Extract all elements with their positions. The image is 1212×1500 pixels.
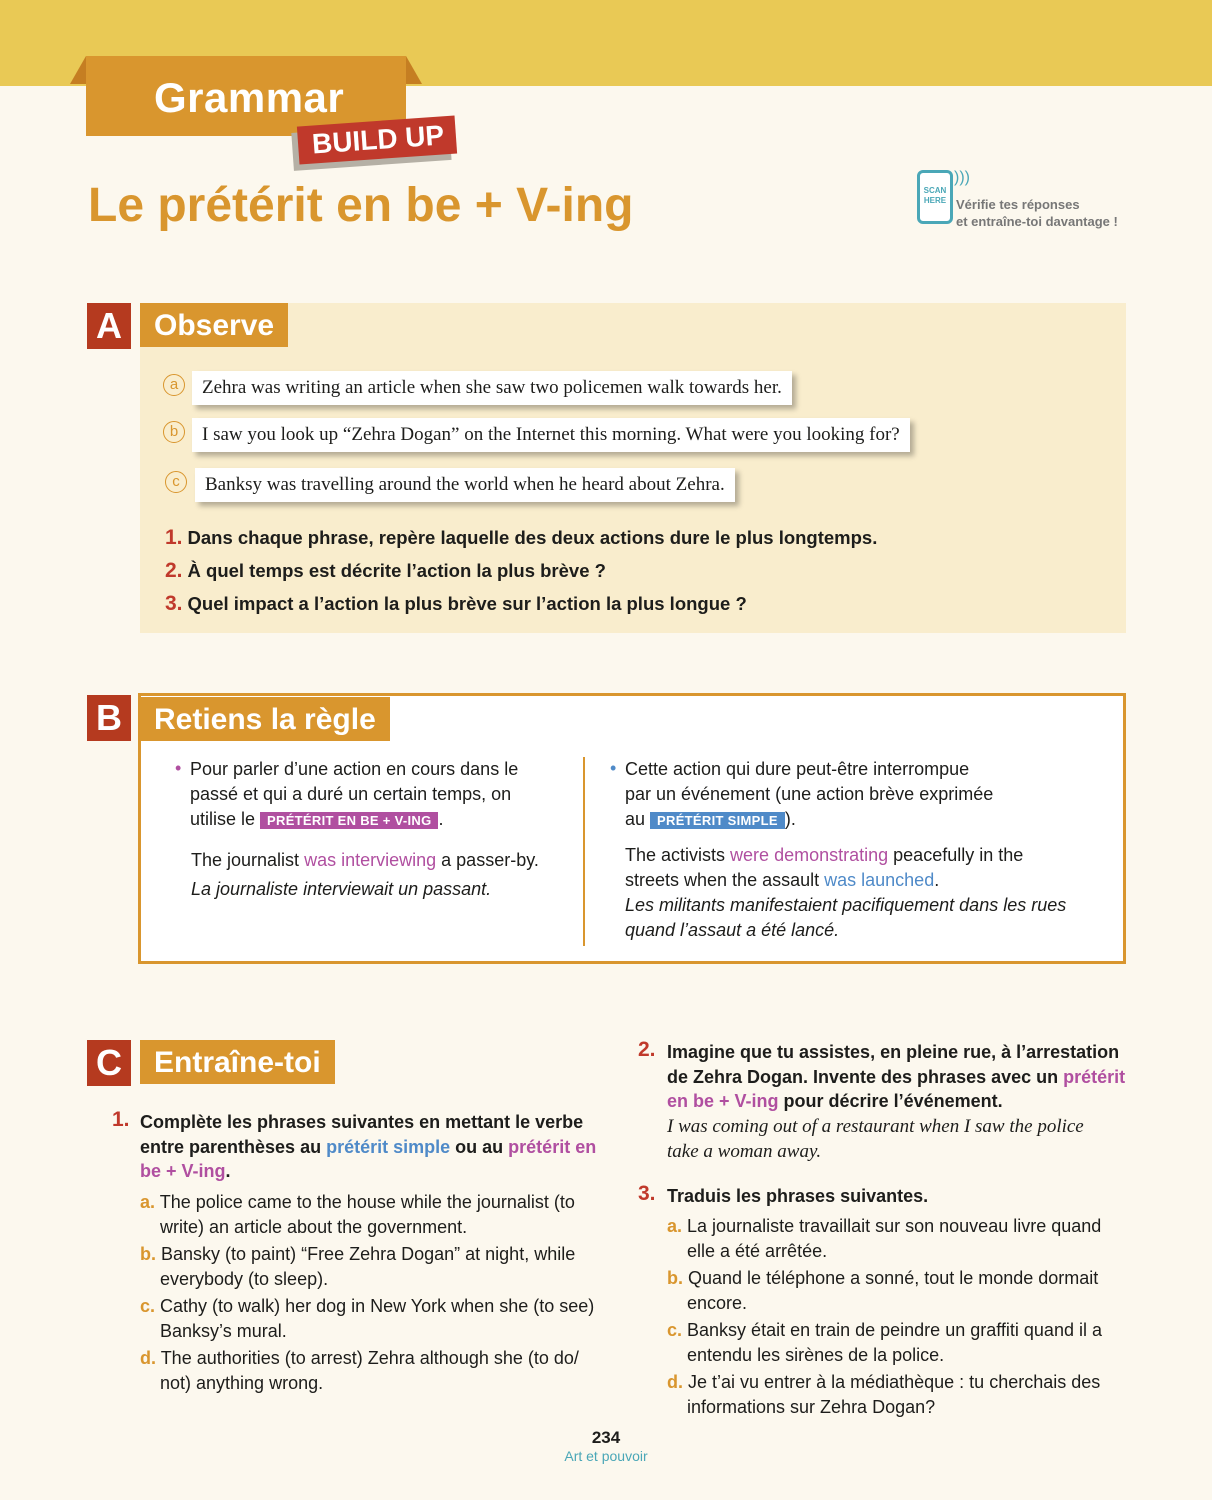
rule-right-text: Cette action qui dure peut-être interrompue par un événement (une action brève exprimée au PRÉTÉRIT SIMPLE ). [625,759,994,829]
observe-sentence-b: I saw you look up “Zehra Dogan” on the Internet this morning. What were you looking for? [192,418,910,452]
exercise-2-instructions: Imagine que tu assistes, en pleine rue, à l’arrestation de Zehra Dogan. Invente des phrases avec un prétérit en be + V-ing pour décrire l’événement. [667,1042,1126,1111]
build-up-badge: BUILD UP [297,116,457,165]
section-c-title: Entraîne-toi [140,1040,335,1084]
exercise-1-number: 1. [112,1108,130,1131]
observe-question-2: 2. À quel temps est décrite l’action la plus brève ? [165,559,606,582]
observe-sentence-a: Zehra was writing an article when she saw two policemen walk towards her. [192,371,792,405]
badge-preterit-simple: PRÉTÉRIT SIMPLE [650,812,785,829]
exercise-3-item-d: d. Je t’ai vu entrer à la médiathèque : tu cherchais des informations sur Zehra Dogan? [667,1372,1101,1417]
exercise-1-item-a: a. The police came to the house while the journalist (to write) an article about the government. [140,1192,575,1237]
tab-fold-left [70,56,86,84]
section-c-letter: C [87,1040,131,1086]
bullet-icon: • [175,758,182,778]
exercise-2-number: 2. [638,1038,656,1061]
exercise-1-item-b: b. Bansky (to paint) “Free Zehra Dogan” at night, while everybody (to sleep). [140,1244,576,1289]
column-divider [583,757,585,946]
observe-question-3: 3. Quel impact a l’action la plus brève sur l’action la plus longue ? [165,592,747,615]
exercise-3-title: Traduis les phrases suivantes. [667,1186,929,1206]
page-title: Le prétérit en be + V-ing [88,179,634,232]
exercise-3-items [667,1214,1102,1419]
exercise-1-instructions: Complète les phrases suivantes en mettant le verbe entre parenthèses au prétérit simple ou au prétérit en be + V-ing. [140,1112,597,1181]
badge-preterit-be-ving: PRÉTÉRIT EN BE + V-ING [260,812,438,829]
marker-c-icon: c [165,471,187,493]
scan-text-line-2: et entraîne-toi davantage ! [956,214,1118,229]
section-b-letter: B [87,695,131,741]
scan-text [956,196,1118,230]
chapter-subtitle: Art et pouvoir [564,1448,648,1464]
rule-right-example: The activists were demonstrating peacefully in the streets when the assault was launched. Les militants manifestaient pacifiquement dans les rues quand l’assaut a été lancé. [625,845,1067,940]
exercise-1-items [140,1190,594,1395]
grammar-label: Grammar [154,74,345,121]
marker-a-icon: a [163,374,185,396]
section-b-title: Retiens la règle [140,697,390,741]
scan-phone-icon[interactable] [917,170,953,224]
rule-left-text: Pour parler d’une action en cours dans le passé et qui a duré un certain temps, on utilise le PRÉTÉRIT EN BE + V-ING . [190,759,519,829]
exercise-3-item-b: b. Quand le téléphone a sonné, tout le monde dormait encore. [667,1268,1099,1313]
scan-text-line-1: Vérifie tes réponses [956,197,1080,212]
exercise-1-item-d: d. The authorities (to arrest) Zehra although she (to do/ not) anything wrong. [140,1348,579,1393]
tab-fold-right [406,56,422,84]
exercise-2-example: I was coming out of a restaurant when I saw the police take a woman away. [667,1116,1084,1162]
exercise-3-number: 3. [638,1182,656,1205]
section-a-letter: A [87,303,131,349]
bullet-icon: • [610,758,617,778]
exercise-1-item-c: c. Cathy (to walk) her dog in New York when she (to see) Banksy’s mural. [140,1296,595,1341]
section-a-title: Observe [140,303,288,347]
exercise-3-item-c: c. Banksy était en train de peindre un graffiti quand il a entendu les sirènes de la police. [667,1320,1102,1365]
rule-left-example: The journalist was interviewing a passer-by. La journaliste interviewait un passant. [191,850,539,899]
exercise-3-item-a: a. La journaliste travaillait sur son nouveau livre quand elle a été arrêtée. [667,1216,1102,1261]
scan-label: SCAN HERE [923,186,947,205]
observe-sentence-c: Banksy was travelling around the world when he heard about Zehra. [195,468,735,502]
marker-b-icon: b [163,421,185,443]
observe-question-1: 1. Dans chaque phrase, repère laquelle des deux actions dure le plus longtemps. [165,526,878,549]
signal-waves-icon: ))) [954,169,970,186]
page-number: 234 [591,1428,621,1447]
